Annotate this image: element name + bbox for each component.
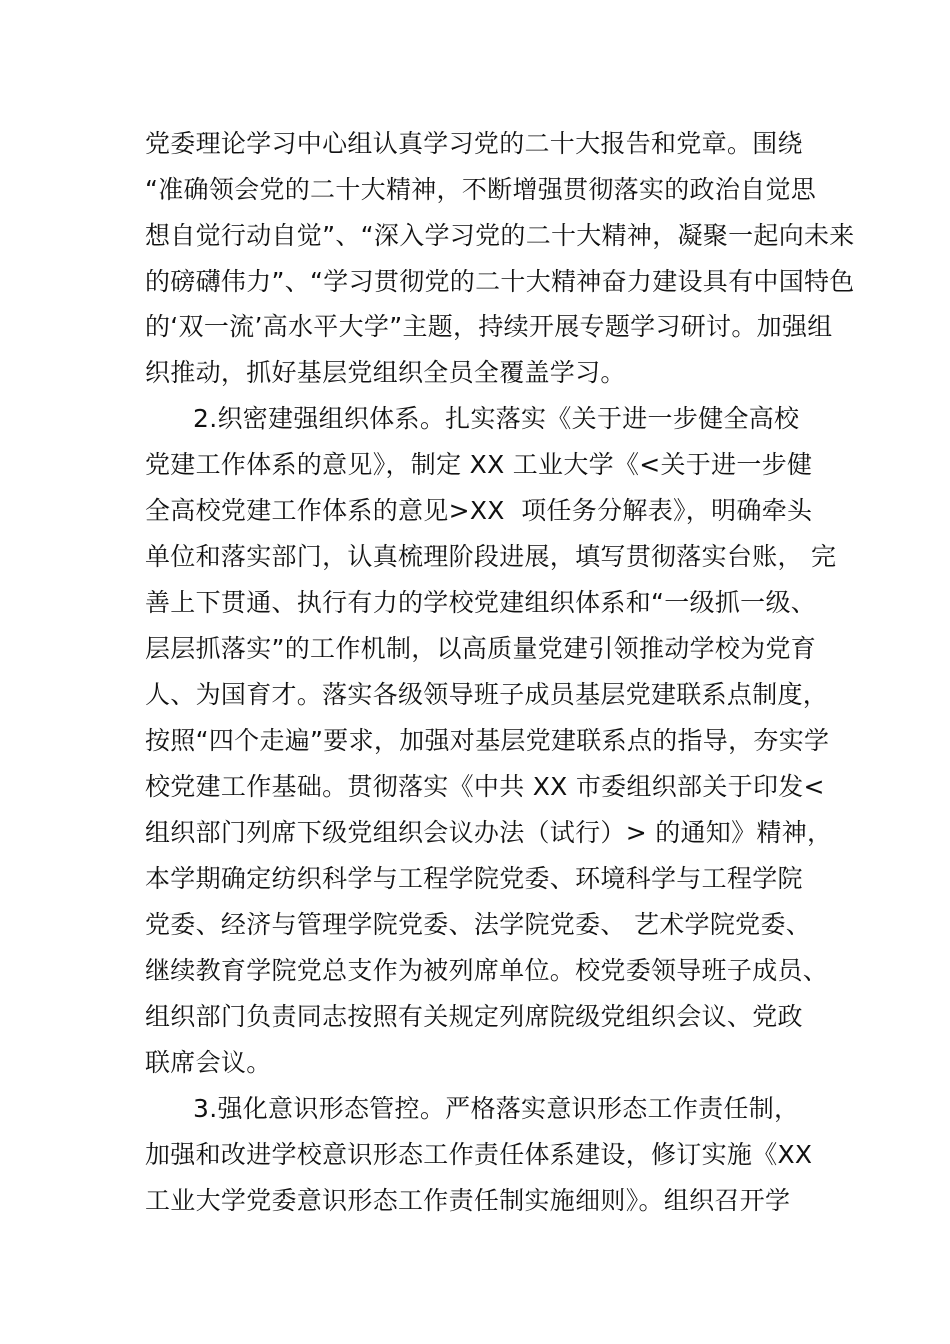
text-line: 党委理论学习中心组认真学习党的二十大报告和党章。围绕 — [145, 129, 803, 158]
text-line: 党建工作体系的意见》，制定 XX 工业大学《<关于进一步健 — [145, 450, 813, 479]
text-line: 的‘双一流’高水平大学”主题，持续开展专题学习研讨。加强组 — [145, 312, 833, 341]
paragraph-2-first-line: 2.织密建强组织体系。扎实落实《关于进一步健全高校 — [193, 404, 800, 433]
text-line: 全高校党建工作体系的意见>XX 项任务分解表》，明确牵头 — [145, 496, 813, 525]
text-line: “准确领会党的二十大精神，不断增强贯彻落实的政治自觉思 — [145, 175, 817, 204]
text-line: 校党建工作基础。贯彻落实《中共 XX 市委组织部关于印发< — [145, 772, 825, 801]
text-line: 本学期确定纺织科学与工程学院党委、环境科学与工程学院 — [145, 864, 803, 893]
text-line: 层层抓落实”的工作机制，以高质量党建引领推动学校为党育 — [145, 634, 817, 663]
text-line: 单位和落实部门，认真梳理阶段进展，填写贯彻落实台账， 完 — [145, 542, 837, 571]
text-line: 想自觉行动自觉”、“深入学习党的二十大精神，凝聚一起向未来 — [145, 221, 855, 250]
text-line: 组织部门负责同志按照有关规定列席院级党组织会议、党政 — [145, 1002, 803, 1031]
text-line: 党委、经济与管理学院党委、法学院党委、 艺术学院党委、 — [145, 910, 812, 939]
text-line: 织推动，抓好基层党组织全员全覆盖学习。 — [145, 358, 626, 387]
text-line: 加强和改进学校意识形态工作责任体系建设，修订实施《XX — [145, 1140, 813, 1169]
text-line: 工业大学党委意识形态工作责任制实施细则》。组织召开学 — [145, 1186, 791, 1215]
text-line: 的磅礴伟力”、“学习贯彻党的二十大精神奋力建设具有中国特色 — [145, 267, 855, 296]
text-line: 继续教育学院党总支作为被列席单位。校党委领导班子成员、 — [145, 956, 829, 985]
text-line: 善上下贯通、执行有力的学校党建组织体系和“一级抓一级、 — [145, 588, 817, 617]
text-line: 按照“四个走遍”要求，加强对基层党建联系点的指导，夯实学 — [145, 726, 830, 755]
text-line: 人、为国育才。落实各级领导班子成员基层党建联系点制度， — [145, 680, 829, 709]
paragraph-3-first-line: 3.强化意识形态管控。严格落实意识形态工作责任制， — [193, 1094, 800, 1123]
text-line: 组织部门列席下级党组织会议办法（试行）> 的通知》精神， — [145, 818, 833, 847]
text-line: 联席会议。 — [145, 1048, 272, 1077]
